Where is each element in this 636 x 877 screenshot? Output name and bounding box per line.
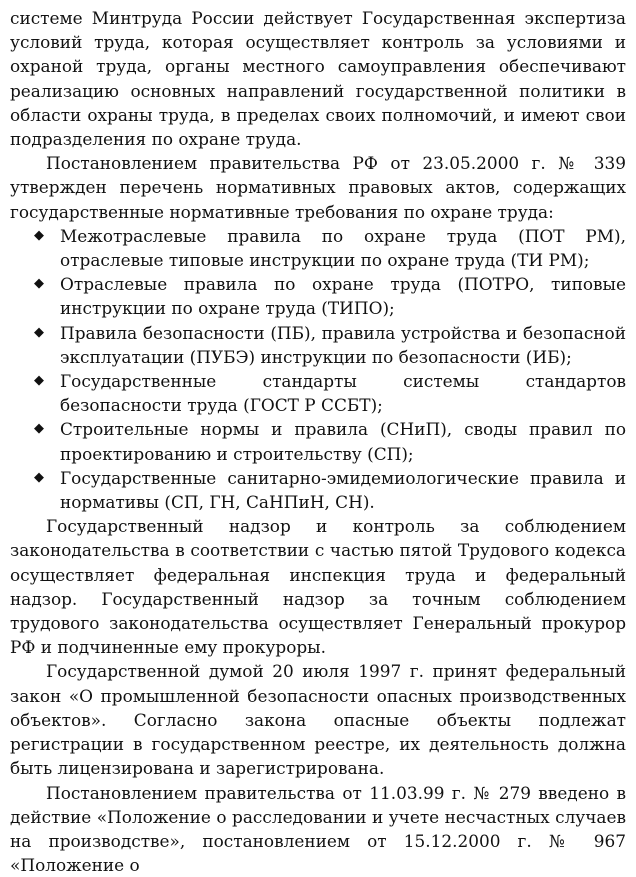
list-item: [60, 466, 626, 514]
list-item: [60, 272, 626, 320]
list-item: [60, 321, 626, 369]
paragraph-state-expertise: системе Минтруда России действует Государственная экспертиза условий труда, которая осуществляет контроль за условиями и охраной труда, органы местного самоуправления обеспечивают реализацию основных направлений государственной политики в области охраны труда, в пределах своих полномочий, и имеют свои подразделения по охране труда.: [10, 6, 626, 151]
diamond-bullet-icon: ◆: [34, 321, 44, 345]
list-item-text: Межотраслевые правила по охране труда (ПОТ РМ), отраслевые типовые инструкции по охране труда (ТИ РМ);: [60, 226, 626, 270]
paragraph-accident-investigation: Постановлением правительства от 11.03.99 г. № 279 введено в действие «Положение о расследовании и учете несчастных случаев на производстве», постановлением от 15.12.2000 г. № 967 «Положение о: [10, 781, 626, 877]
list-item: [60, 417, 626, 465]
normative-acts-list: [10, 224, 626, 514]
paragraph-industrial-safety-law: Государственной думой 20 июля 1997 г. принят федеральный закон «О промышленной безопасности опасных производственных объектов». Согласно закона опасные объекты подлежат регистрации в государственном реестре, их деятельность должна быть лицензирована и зарегистрирована.: [10, 659, 626, 780]
diamond-bullet-icon: ◆: [34, 272, 44, 296]
list-item-text: Отраслевые правила по охране труда (ПОТРО, типовые инструкции по охране труда (ТИПО);: [60, 274, 626, 318]
diamond-bullet-icon: ◆: [34, 466, 44, 490]
list-item-text: Государственные стандарты системы стандартов безопасности труда (ГОСТ Р ССБТ);: [60, 371, 626, 415]
diamond-bullet-icon: ◆: [34, 369, 44, 393]
list-item: [60, 369, 626, 417]
diamond-bullet-icon: ◆: [34, 224, 44, 248]
list-item: [60, 224, 626, 272]
diamond-bullet-icon: ◆: [34, 417, 44, 441]
paragraph-state-supervision: Государственный надзор и контроль за соблюдением законодательства в соответствии с частью пятой Трудового кодекса осуществляет федеральная инспекция труда и федеральный надзор. Государственный надзор за точным соблюдением трудового законодательства осуществляет Генеральный прокурор РФ и подчиненные ему прокуроры.: [10, 514, 626, 659]
list-item-text: Правила безопасности (ПБ), правила устройства и безопасной эксплуатации (ПУБЭ) инструкции по безопасности (ИБ);: [60, 323, 626, 367]
list-item-text: Строительные нормы и правила (СНиП), своды правил по проектированию и строительству (СП);: [60, 419, 626, 463]
list-item-text: Государственные санитарно-эмидемиологические правила и нормативы (СП, ГН, СаНПиН, СН).: [60, 468, 626, 512]
paragraph-resolution-339: Постановлением правительства РФ от 23.05.2000 г. № 339 утвержден перечень нормативных правовых актов, содержащих государственные нормативные требования по охране труда:: [10, 151, 626, 224]
